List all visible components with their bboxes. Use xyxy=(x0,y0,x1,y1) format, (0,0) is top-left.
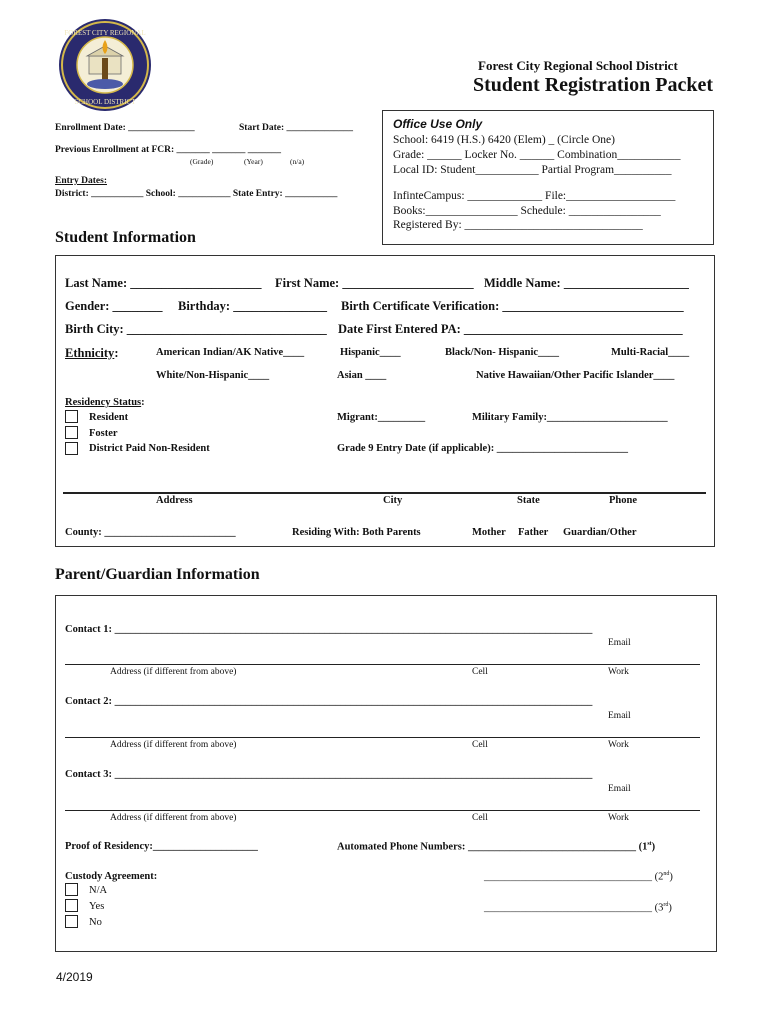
date-first-pa-field[interactable]: Date First Entered PA: ___________________________________ xyxy=(338,322,683,336)
district-name: Forest City Regional School District xyxy=(478,58,678,73)
city-column-label: City xyxy=(383,495,403,506)
office-registered-row[interactable]: Registered By: _______________________________ xyxy=(393,219,643,231)
contact2-address-line[interactable] xyxy=(65,737,700,738)
state-column-label: State xyxy=(517,495,540,506)
office-infinite-row[interactable]: InfinteCampus: _____________ File:___________________ xyxy=(393,190,676,202)
automated-phone-3-field[interactable]: ________________________________ (3rd) xyxy=(484,902,672,914)
office-use-title: Office Use Only xyxy=(393,117,483,131)
contact1-email-label: Email xyxy=(608,638,631,648)
seal-bottom-text: SCHOOL DISTRICT xyxy=(74,98,136,106)
eth-white[interactable]: White/Non-Hispanic____ xyxy=(156,370,270,381)
footer-date: 4/2019 xyxy=(56,970,93,984)
residing-with-mother[interactable]: Mother xyxy=(472,527,506,538)
contact2-address-label: Address (if different from above) xyxy=(110,740,237,750)
eth-asian[interactable]: Asian ____ xyxy=(337,370,387,381)
gender-field[interactable]: Gender: ________ xyxy=(65,299,163,313)
grade-sublabel: (Grade) xyxy=(190,157,214,166)
page-title: Student Registration Packet xyxy=(473,74,713,96)
parent-info-heading: Parent/Guardian Information xyxy=(55,566,260,583)
birth-cert-field[interactable]: Birth Certificate Verification: _____________________________ xyxy=(341,299,684,313)
residing-with-guardian[interactable]: Guardian/Other xyxy=(563,527,637,538)
eth-hispanic[interactable]: Hispanic____ xyxy=(340,347,401,358)
contact3-address-label: Address (if different from above) xyxy=(110,813,237,823)
resident-checkbox[interactable] xyxy=(65,410,78,423)
contact1-address-line[interactable] xyxy=(65,664,700,665)
office-localid-row[interactable]: Local ID: Student___________ Partial Program__________ xyxy=(393,164,672,176)
office-school-row[interactable]: School: 6419 (H.S.) 6420 (Elem) _ (Circle One) xyxy=(393,134,615,146)
birthday-field[interactable]: Birthday: _______________ xyxy=(178,299,327,313)
contact1-field[interactable]: Contact 1: ___________________________________________________________________________________________ xyxy=(65,624,593,635)
custody-na-label: N/A xyxy=(89,885,108,896)
middle-name-field[interactable]: Middle Name: ____________________ xyxy=(484,276,689,290)
custody-agreement-label: Custody Agreement: xyxy=(65,871,158,882)
custody-na-checkbox[interactable] xyxy=(65,883,78,896)
eth-native-hawaiian[interactable]: Native Hawaiian/Other Pacific Islander____ xyxy=(476,370,675,381)
custody-no-label: No xyxy=(89,917,102,928)
contact2-work-label: Work xyxy=(608,740,629,750)
district-paid-checkbox[interactable] xyxy=(65,442,78,455)
first-name-field[interactable]: First Name: _____________________ xyxy=(275,276,474,290)
seal-top-text: FOREST CITY REGIONAL xyxy=(64,29,146,37)
automated-phone-2-field[interactable]: ________________________________ (2nd) xyxy=(484,871,673,883)
contact2-cell-label: Cell xyxy=(472,740,488,750)
contact3-cell-label: Cell xyxy=(472,813,488,823)
contact2-email-label: Email xyxy=(608,711,631,721)
county-field[interactable]: County: _________________________ xyxy=(65,527,236,538)
entry-dates-label: Entry Dates: xyxy=(55,176,107,186)
ethnicity-label: Ethnicity: xyxy=(65,346,119,360)
migrant-field[interactable]: Migrant:_________ xyxy=(337,412,426,423)
military-family-field[interactable]: Military Family:_______________________ xyxy=(472,412,668,423)
last-name-field[interactable]: Last Name: _____________________ xyxy=(65,276,262,290)
start-date-field[interactable]: Start Date: ______________ xyxy=(239,123,353,133)
residing-with-both-parents[interactable]: Residing With: Both Parents xyxy=(292,527,421,538)
office-books-row[interactable]: Books:________________ Schedule: ________________ xyxy=(393,205,661,217)
contact3-work-label: Work xyxy=(608,813,629,823)
eth-american-indian[interactable]: American Indian/AK Native____ xyxy=(156,347,305,358)
contact2-field[interactable]: Contact 2: ___________________________________________________________________________________________ xyxy=(65,696,593,707)
contact3-field[interactable]: Contact 3: ___________________________________________________________________________________________ xyxy=(65,769,593,780)
foster-label: Foster xyxy=(89,428,118,439)
proof-of-residency-field[interactable]: Proof of Residency:____________________ xyxy=(65,841,258,852)
enrollment-date-field[interactable]: Enrollment Date: ______________ xyxy=(55,123,195,133)
residency-status-label: Residency Status: xyxy=(65,397,145,408)
birth-city-field[interactable]: Birth City: ________________________________ xyxy=(65,322,327,336)
residing-with-father[interactable]: Father xyxy=(518,527,549,538)
resident-label: Resident xyxy=(89,412,129,423)
student-info-heading: Student Information xyxy=(55,229,196,246)
previous-enrollment-field[interactable]: Previous Enrollment at FCR: _______ _______ _______ xyxy=(55,145,282,155)
contact1-address-label: Address (if different from above) xyxy=(110,667,237,677)
custody-yes-checkbox[interactable] xyxy=(65,899,78,912)
contact3-email-label: Email xyxy=(608,784,631,794)
address-line[interactable] xyxy=(63,492,706,494)
custody-yes-label: Yes xyxy=(89,901,105,912)
eth-multiracial[interactable]: Multi-Racial____ xyxy=(611,347,690,358)
phone-column-label: Phone xyxy=(609,495,638,506)
district-paid-label: District Paid Non-Resident xyxy=(89,443,210,454)
na-sublabel: (n/a) xyxy=(290,157,305,166)
grade9-entry-field[interactable]: Grade 9 Entry Date (if applicable): _________________________ xyxy=(337,443,629,454)
contact1-cell-label: Cell xyxy=(472,667,488,677)
district-seal xyxy=(58,18,152,112)
year-sublabel: (Year) xyxy=(244,157,263,166)
foster-checkbox[interactable] xyxy=(65,426,78,439)
office-grade-row[interactable]: Grade: ______ Locker No. ______ Combination___________ xyxy=(393,149,681,161)
contact1-work-label: Work xyxy=(608,667,629,677)
custody-no-checkbox[interactable] xyxy=(65,915,78,928)
address-column-label: Address xyxy=(156,495,193,506)
entry-dates-field[interactable]: District: ___________ School: ___________ State Entry: ___________ xyxy=(55,189,338,199)
automated-phone-1-field[interactable]: Automated Phone Numbers: ________________________________ (1st) xyxy=(337,841,656,853)
eth-black[interactable]: Black/Non- Hispanic____ xyxy=(445,347,560,358)
contact3-address-line[interactable] xyxy=(65,810,700,811)
